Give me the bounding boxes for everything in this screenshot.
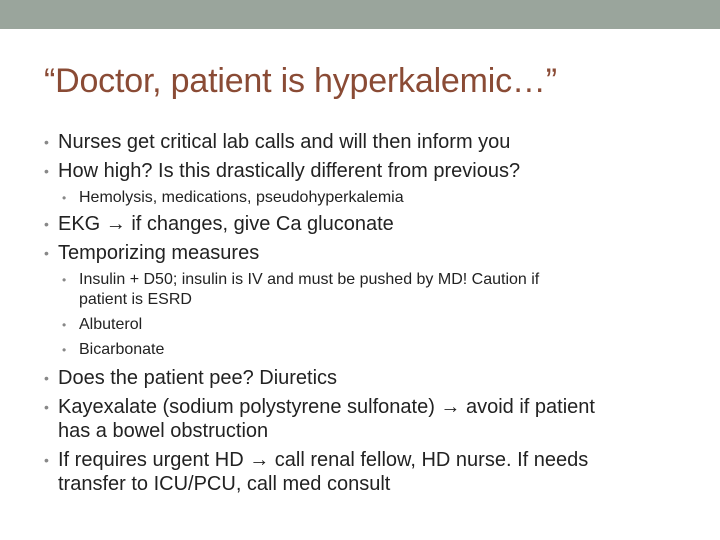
bullet-text: Does the patient pee? Diuretics [58, 367, 338, 389]
bullet-dot-icon: • [44, 452, 49, 468]
bullet-text: If requires urgent HD → call renal fellow, HD nurse. If needs [58, 449, 589, 471]
bullet-dot-icon: • [44, 245, 49, 261]
bullet-text: Nurses get critical lab calls and will then inform you [58, 131, 511, 153]
bullet-dot-icon: • [62, 343, 67, 357]
bullet-dot-icon: • [44, 399, 49, 415]
bullet-text: has a bowel obstruction [58, 420, 269, 442]
slide-title: “Doctor, patient is hyperkalemic…” [44, 62, 557, 100]
bullet-text: How high? Is this drastically different from previous? [58, 160, 521, 182]
bullet-dot-icon: • [62, 318, 67, 332]
bullet-dot-icon: • [44, 370, 49, 386]
bullet-text: Temporizing measures [58, 242, 260, 264]
bullet-text: Kayexalate (sodium polystyrene sulfonate) → avoid if patient [58, 396, 595, 418]
sub-bullet-text: patient is ESRD [79, 291, 192, 308]
bullet-dot-icon: • [44, 163, 49, 179]
bullet-dot-icon: • [44, 216, 49, 232]
top-decorative-band [0, 0, 720, 29]
bullet-text: EKG → if changes, give Ca gluconate [58, 213, 394, 235]
bullet-dot-icon: • [62, 191, 67, 205]
sub-bullet-text: Insulin + D50; insulin is IV and must be pushed by MD! Caution if [79, 271, 540, 288]
bullet-dot-icon: • [62, 273, 67, 287]
sub-bullet-text: Bicarbonate [79, 341, 165, 358]
sub-bullet-text: Albuterol [79, 316, 143, 333]
sub-bullet-text: Hemolysis, medications, pseudohyperkalemia [79, 189, 404, 206]
bullet-text: transfer to ICU/PCU, call med consult [58, 473, 391, 495]
bullet-dot-icon: • [44, 134, 49, 150]
